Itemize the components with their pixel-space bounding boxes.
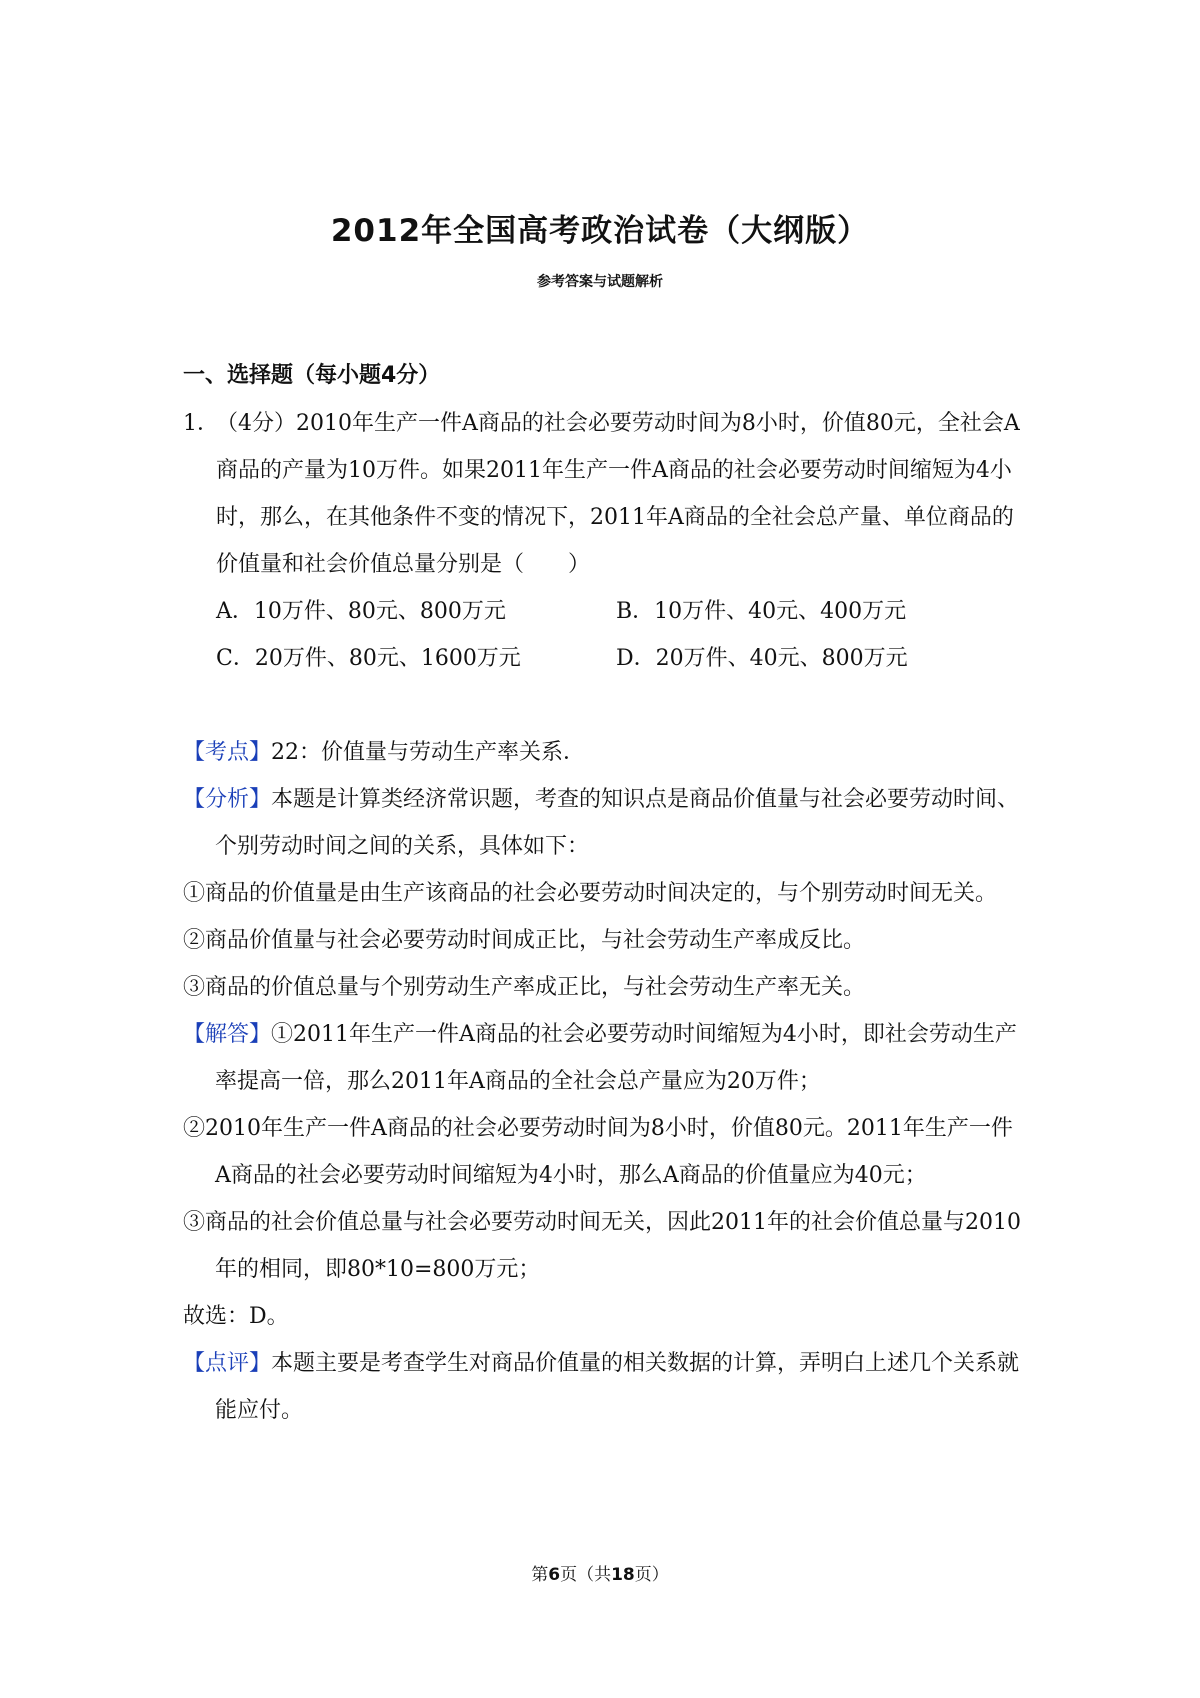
option-c: C．20万件、80元、1600万元 — [216, 646, 521, 671]
dianping-text: 本题主要是考查学生对商品价值量的相关数据的计算，弄明白上述几个关系就能应付。 — [215, 1351, 1020, 1423]
fenxi-point: ③商品的价值总量与个别劳动生产率成正比，与社会劳动生产率无关。 — [183, 975, 866, 1000]
jieda-tag: 【解答】 — [183, 1022, 272, 1047]
section-heading: 一、选择题（每小题4分） — [183, 363, 441, 388]
fenxi-para — [183, 776, 1023, 870]
fenxi-tag: 【分析】 — [183, 787, 272, 812]
dianping-tag: 【点评】 — [183, 1351, 272, 1376]
fenxi-text: 本题是计算类经济常识题，考查的知识点是商品价值量与社会必要劳动时间、个别劳动时间之间的关系，具体如下： — [215, 787, 1020, 859]
footer-page-number: 6 — [548, 1565, 561, 1585]
page-title: 2012年全国高考政治试卷（大纲版） — [330, 213, 870, 249]
kaodian-tag: 【考点】 — [183, 740, 272, 765]
question-options — [216, 588, 1016, 682]
page-subtitle: 参考答案与试题解析 — [537, 274, 663, 290]
jieda-text: ①2011年生产一件A商品的社会必要劳动时间缩短为4小时，即社会劳动生产率提高一倍，那么2011年A商品的全社会总产量应为20万件； — [215, 1022, 1017, 1094]
kaodian-para — [183, 729, 1023, 776]
question-block — [183, 400, 1023, 588]
options-row — [216, 588, 1016, 635]
footer-total-pages: 18 — [611, 1565, 635, 1585]
options-row — [216, 635, 1016, 682]
footer-mid: 页（共 — [560, 1565, 612, 1585]
jieda-para — [183, 1011, 1023, 1105]
option-b: B．10万件、40元、400万元 — [616, 599, 907, 624]
option-d: D．20万件、40元、800万元 — [616, 646, 908, 671]
jieda-point: ③商品的社会价值总量与社会必要劳动时间无关，因此2011年的社会价值总量与2010年的相同，即80*10=800万元； — [183, 1210, 1021, 1282]
answer-line: 故选：D。 — [183, 1304, 289, 1329]
footer-post: 页） — [634, 1565, 669, 1585]
jieda-point: ②2010年生产一件A商品的社会必要劳动时间为8小时，价值80元。2011年生产一件A商品的社会必要劳动时间缩短为4小时，那么A商品的价值量应为40元； — [183, 1116, 1013, 1188]
page-footer — [0, 1560, 1200, 1585]
option-a: A．10万件、80元、800万元 — [216, 599, 506, 624]
fenxi-point: ②商品价值量与社会必要劳动时间成正比，与社会劳动生产率成反比。 — [183, 928, 866, 953]
analysis-block — [183, 729, 1023, 1434]
kaodian-text: 22：价值量与劳动生产率关系． — [271, 740, 586, 765]
question-number: 1． — [183, 411, 219, 436]
footer-pre: 第 — [531, 1565, 549, 1585]
dianping-para — [183, 1340, 1023, 1434]
question-stem-para — [183, 400, 1023, 588]
fenxi-point: ①商品的价值量是由生产该商品的社会必要劳动时间决定的，与个别劳动时间无关。 — [183, 881, 998, 906]
question-stem: （4分）2010年生产一件A商品的社会必要劳动时间为8小时，价值80元，全社会A商品的产量为10万件。如果2011年生产一件A商品的社会必要劳动时间缩短为4小时，那么，在其他条件不变的情况下，2011年A商品的全社会总产量、单位商品的价值量和社会价值总量分别是（ ） — [216, 411, 1020, 577]
